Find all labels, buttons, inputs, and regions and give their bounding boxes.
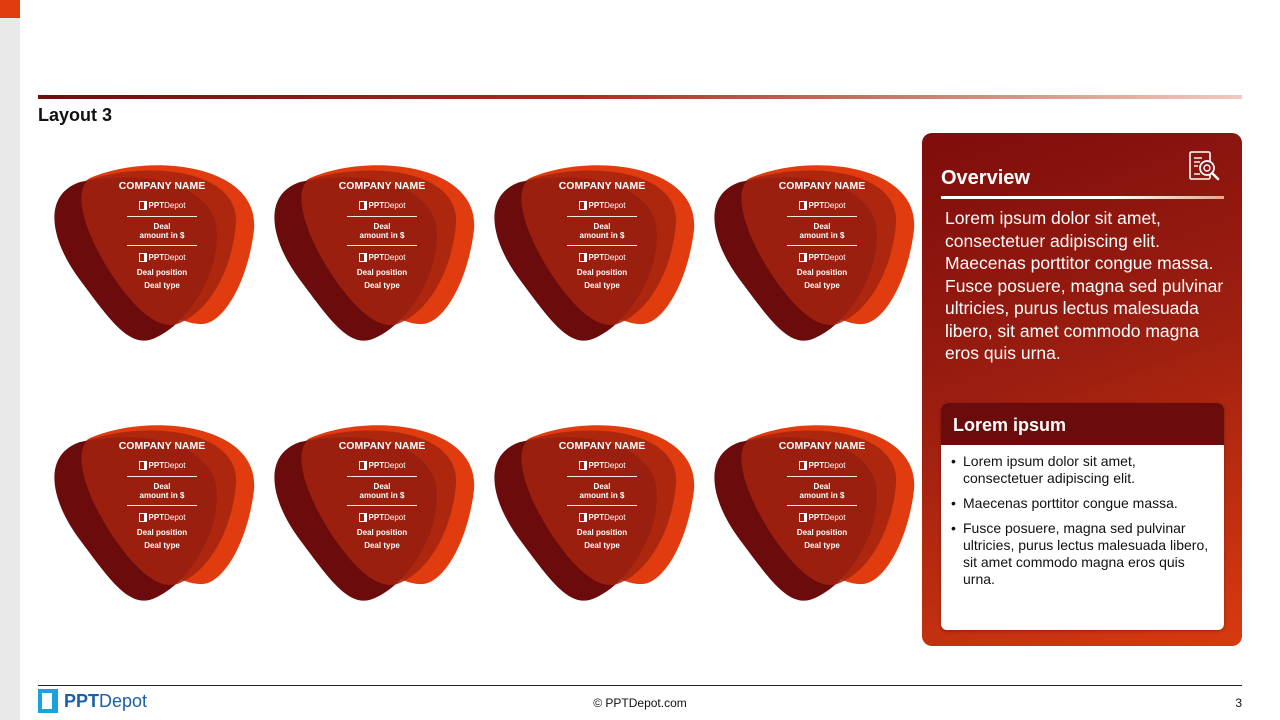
deal-position: Deal position	[576, 528, 628, 537]
divider	[127, 505, 197, 506]
year-label: YEAR	[266, 429, 285, 455]
divider	[347, 476, 417, 477]
divider	[347, 245, 417, 246]
logo-icon	[799, 513, 807, 522]
company-logo	[102, 459, 222, 471]
lorem-box-title: Lorem ipsum	[941, 403, 1224, 445]
logo-text: PPTDepot	[368, 252, 406, 262]
deal-type: Deal type	[364, 281, 400, 290]
company-name: COMPANY NAME	[338, 440, 426, 452]
deal-position: Deal position	[136, 268, 188, 277]
logo-text: PPTDepot	[588, 512, 626, 522]
company-name: COMPANY NAME	[118, 180, 206, 192]
footer-copyright: © PPTDepot.com	[593, 696, 687, 710]
deal-position: Deal position	[796, 268, 848, 277]
company-logo	[542, 199, 662, 211]
logo-text: PPTDepot	[588, 252, 626, 262]
logo-icon	[359, 461, 367, 470]
company-logo	[542, 251, 662, 263]
logo-icon	[359, 201, 367, 210]
logo-text: PPTDepot	[148, 460, 186, 470]
company-name: COMPANY NAME	[118, 440, 206, 452]
company-logo	[322, 251, 442, 263]
logo-icon	[139, 461, 147, 470]
company-logo	[762, 251, 882, 263]
logo-text: PPTDepot	[808, 512, 846, 522]
deal-amount: Deal amount in $	[579, 482, 625, 500]
year-label: YEAR	[46, 429, 65, 455]
year-label: YEAR	[266, 169, 285, 195]
year-label: YEAR	[706, 169, 725, 195]
logo-text: PPTDepot	[368, 460, 406, 470]
company-logo	[542, 511, 662, 523]
divider	[787, 245, 857, 246]
logo-text: PPTDepot	[588, 200, 626, 210]
list-item: • Lorem ipsum dolor sit amet, consectetuer adipiscing elit.	[949, 453, 1212, 487]
logo-icon	[139, 253, 147, 262]
company-card	[700, 420, 940, 610]
divider	[567, 216, 637, 217]
divider	[127, 245, 197, 246]
logo-icon	[579, 253, 587, 262]
divider	[787, 505, 857, 506]
logo-icon	[359, 513, 367, 522]
logo-icon	[579, 513, 587, 522]
deal-position: Deal position	[796, 528, 848, 537]
deal-type: Deal type	[804, 281, 840, 290]
deal-position: Deal position	[356, 528, 408, 537]
company-name: COMPANY NAME	[338, 180, 426, 192]
logo-icon	[359, 253, 367, 262]
brand-name: PPTDepot	[64, 690, 148, 711]
logo-text: PPTDepot	[588, 460, 626, 470]
company-logo	[102, 199, 222, 211]
year-label: YEAR	[486, 169, 505, 195]
card-content	[542, 180, 662, 290]
logo-icon	[799, 461, 807, 470]
company-card	[480, 160, 720, 350]
deal-amount: Deal amount in $	[359, 482, 405, 500]
card-content	[322, 440, 442, 550]
year-label: YEAR	[46, 169, 65, 195]
overview-text: Lorem ipsum dolor sit amet, consectetuer adipiscing elit. Maecenas porttitor congue massa. Fusce posuere, magna sed pulvinar ultricies, purus lectus malesuada libero, sit amet commodo magna eros quis urna.	[945, 208, 1224, 363]
company-logo	[762, 459, 882, 471]
company-name: COMPANY NAME	[778, 180, 866, 192]
company-logo	[102, 251, 222, 263]
deal-type: Deal type	[584, 281, 620, 290]
deal-amount: Deal amount in $	[359, 222, 405, 240]
overview-rule	[941, 196, 1224, 199]
lorem-box	[941, 403, 1224, 630]
year-label: YEAR	[706, 429, 725, 455]
logo-text: PPTDepot	[368, 512, 406, 522]
bullet-list	[941, 445, 1224, 588]
logo-icon	[579, 201, 587, 210]
company-name: COMPANY NAME	[558, 440, 646, 452]
overview-panel	[922, 133, 1242, 646]
page-number: 3	[1235, 696, 1242, 710]
company-logo	[322, 511, 442, 523]
company-card	[260, 420, 500, 610]
company-logo	[322, 199, 442, 211]
card-content	[542, 440, 662, 550]
logo-text: PPTDepot	[148, 252, 186, 262]
card-content	[762, 180, 882, 290]
logo-icon	[579, 461, 587, 470]
deal-amount: Deal amount in $	[139, 482, 185, 500]
logo-text: PPTDepot	[148, 200, 186, 210]
divider	[787, 216, 857, 217]
logo-text: PPTDepot	[148, 512, 186, 522]
company-card	[700, 160, 940, 350]
company-logo	[762, 511, 882, 523]
list-item: • Fusce posuere, magna sed pulvinar ultricies, purus lectus malesuada libero, sit amet commodo magna eros quis urna.	[949, 520, 1212, 588]
slide-title: Layout 3	[38, 105, 113, 125]
logo-icon	[139, 513, 147, 522]
overview-title: Overview	[941, 167, 1030, 189]
logo-icon	[139, 201, 147, 210]
deal-amount: Deal amount in $	[799, 482, 845, 500]
logo-icon	[799, 201, 807, 210]
company-logo	[322, 459, 442, 471]
company-card	[40, 420, 280, 610]
divider	[127, 216, 197, 217]
logo-text: PPTDepot	[808, 200, 846, 210]
company-logo	[762, 199, 882, 211]
divider	[347, 216, 417, 217]
company-name: COMPANY NAME	[558, 180, 646, 192]
document-search-icon	[1186, 149, 1222, 185]
logo-text: PPTDepot	[808, 460, 846, 470]
company-logo	[542, 459, 662, 471]
deal-amount: Deal amount in $	[799, 222, 845, 240]
divider	[127, 476, 197, 477]
deal-position: Deal position	[356, 268, 408, 277]
deal-position: Deal position	[576, 268, 628, 277]
card-content	[102, 440, 222, 550]
company-card	[260, 160, 500, 350]
divider	[787, 476, 857, 477]
divider	[567, 476, 637, 477]
deal-amount: Deal amount in $	[579, 222, 625, 240]
card-content	[322, 180, 442, 290]
deal-type: Deal type	[584, 541, 620, 550]
company-name: COMPANY NAME	[778, 440, 866, 452]
divider	[567, 245, 637, 246]
logo-icon	[799, 253, 807, 262]
year-label: YEAR	[486, 429, 505, 455]
company-card	[40, 160, 280, 350]
deal-position: Deal position	[136, 528, 188, 537]
company-card	[480, 420, 720, 610]
logo-text: PPTDepot	[368, 200, 406, 210]
deal-type: Deal type	[804, 541, 840, 550]
card-content	[102, 180, 222, 290]
footer-rule	[38, 685, 1242, 686]
divider	[567, 505, 637, 506]
deal-type: Deal type	[144, 541, 180, 550]
divider	[347, 505, 417, 506]
deal-type: Deal type	[144, 281, 180, 290]
deal-type: Deal type	[364, 541, 400, 550]
list-item: • Maecenas porttitor congue massa.	[949, 495, 1212, 512]
deal-amount: Deal amount in $	[139, 222, 185, 240]
card-content	[762, 440, 882, 550]
company-logo	[102, 511, 222, 523]
logo-text: PPTDepot	[808, 252, 846, 262]
